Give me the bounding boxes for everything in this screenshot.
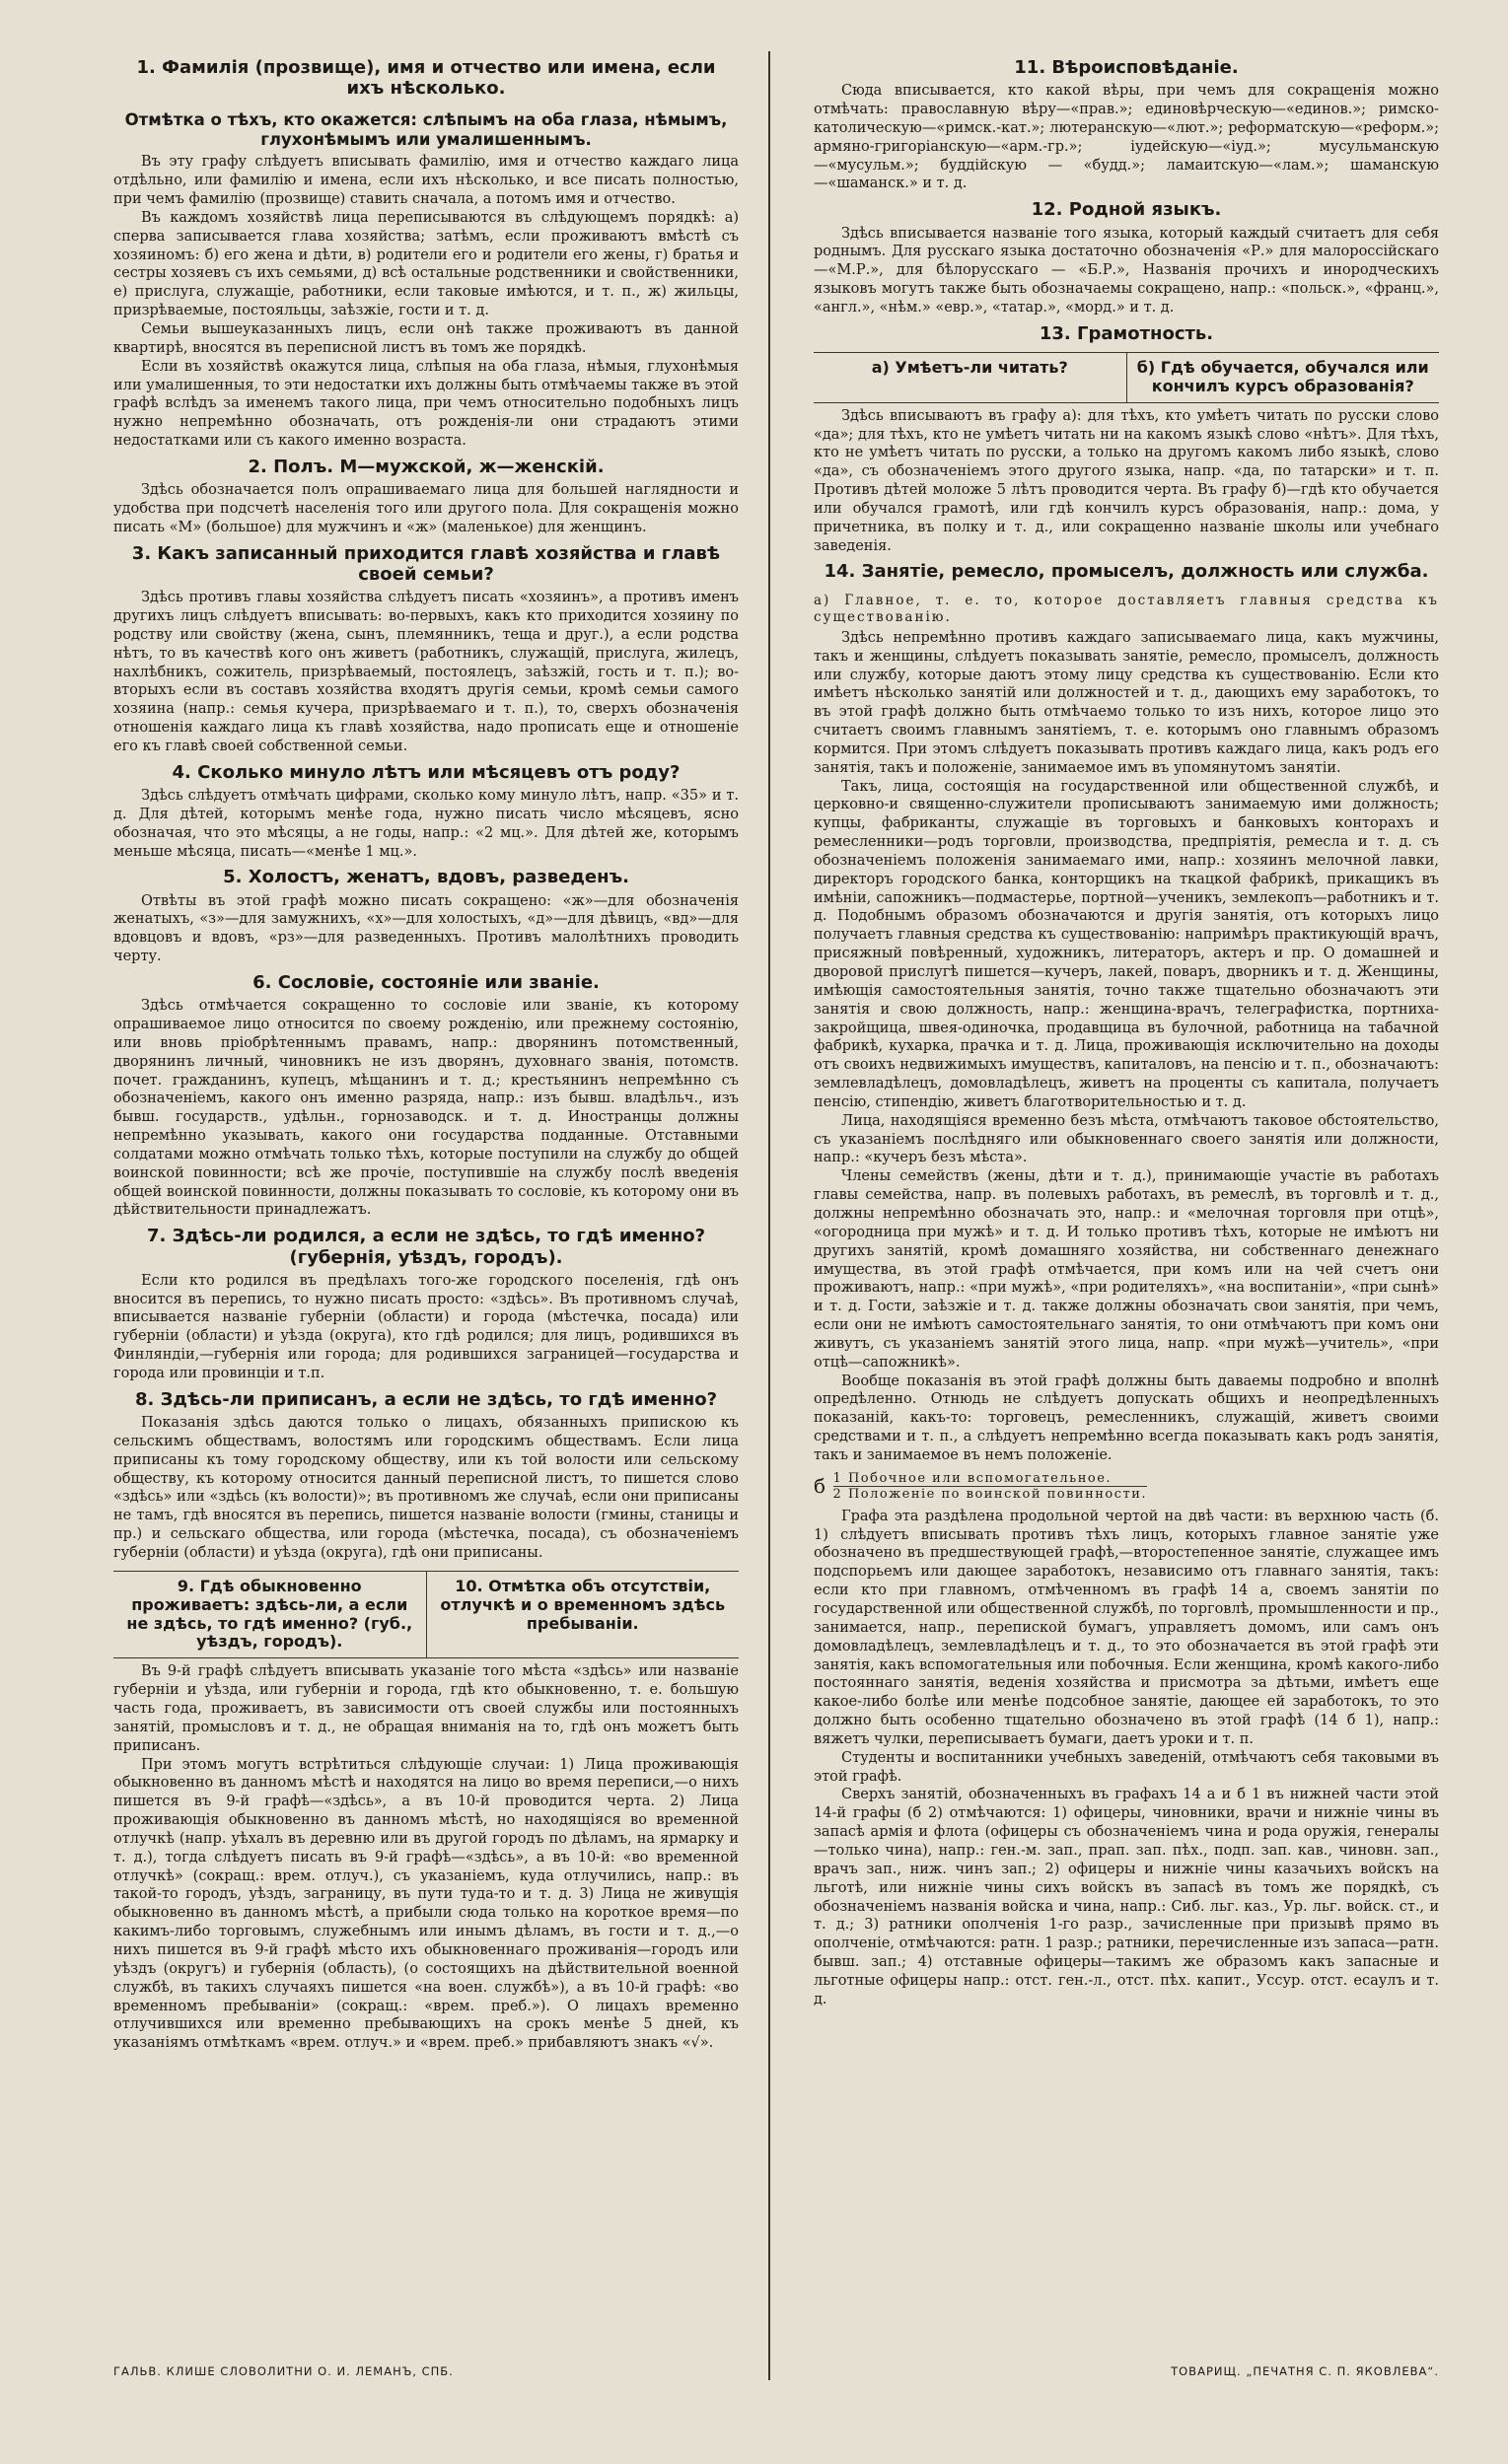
section-14b-part-1: 1 Побочное или вспомогательное. [833, 1471, 1147, 1487]
right-column [814, 51, 1439, 2380]
section-10-title: 10. Отмѣтка объ отсутствіи, отлучкѣ и о временномъ здѣсь пребываніи. [440, 1576, 726, 1633]
paragraph: Графа эта раздѣлена продольной чертой на двѣ части: въ верхнюю часть (б. 1) слѣдуетъ вписывать противъ тѣхъ лицъ, которыхъ главное занятіе уже обозначено въ предшествующей графѣ,—второстепенное занятіе, служащее имъ подспорьемъ или дающее заработокъ, независимо отъ главнаго занятія, такъ: если кто при главномъ, отмѣченномъ въ графѣ 14 а, своемъ занятіи по государственной или общественной службѣ, по торговлѣ, промышленности и пр., занимается, напр., перепиской бумагъ, управляетъ домомъ, или самъ онъ домовладѣлецъ, землевладѣлецъ и т. д., то это обозначается въ этой графѣ эти занятія, какъ вспомогательныя или побочныя. Если женщина, кромѣ какого-либо постояннаго занятія, веденія хозяйства и присмотра за дѣтьми, имѣетъ еще какое-либо болѣе или менѣе подсобное занятіе, дающее ей заработокъ, то это должно быть особенно тщательно обозначено въ этой графѣ (14 б 1), напр.: вяжетъ чулки, переписываетъ бумаги, даетъ уроки и т. п. [814, 1508, 1439, 1747]
paragraph: Здѣсь обозначается полъ опрашиваемаго лица для большей наглядности и удобства при подсчетѣ населенія того или другого пола. Для сокращенія можно писать «М» (большое) для мужчинъ и «ж» (маленькое) для женщинъ. [113, 482, 739, 535]
section-12-title: 12. Родной языкъ. [1031, 199, 1222, 221]
text-columns [113, 51, 1439, 2380]
paragraph: Вообще показанія въ этой графѣ должны быть даваемы подробно и вполнѣ опредѣленно. Отнюдь не слѣдуетъ допускать общихъ и неопредѣленныхъ показаній, какъ-то: торговецъ, ремесленникъ, служащій, живетъ своими средствами и т. п., а слѣдуетъ непремѣнно всегда показывать какъ родъ занятія, такъ и занимаемое въ немъ положеніе. [814, 1373, 1439, 1463]
paragraph: Сюда вписывается, кто какой вѣры, при чемъ для сокращенія можно отмѣчать: православную вѣру—«прав.»; единовѣрческую—«единов.»; римско-католическую—«римск.-кат.»; лютеранскую—«лют.»; реформатскую—«реформ.»; армяно-григоріанскую—«арм.-гр.»; іудейскую—«іуд.»; мусульманскую—«мусульм.»; буддійскую — «будд.»; ламаитскую—«лам.»; шаманскую—«шаманск.» и т. д. [814, 83, 1439, 192]
paragraph: Здѣсь отмѣчается сокращенно то сословіе или званіе, къ которому опрашиваемое лицо относится по своему рожденію, или прежнему состоянію, или вновь пріобрѣтеннымъ правамъ, напр.: дворянинъ потомственный, дворянинъ личный, чиновникъ не изъ дворянъ, духовнаго званія, потомств. почет. гражданинъ, купецъ, мѣщанинъ и т. д.; крестьянинъ непремѣнно съ обозначеніемъ, какого онъ именно разряда, напр.: изъ бывш. владѣльч., изъ бывш. государств., удѣльн., горнозаводск. и т. д. Иностранцы должны непремѣнно указывать, какого они государства подданные. Отставными солдатами можно отмѣчать только тѣхъ, которые поступили на службу до общей воинской повинности; всѣ же прочіе, поступившіе на службу послѣ введенія общей воинской повинности, должны показывать то сословіе, къ которому они въ дѣйствительности принадлежатъ. [113, 998, 739, 1219]
paragraph: Здѣсь противъ главы хозяйства слѣдуетъ писать «хозяинъ», а противъ именъ другихъ лицъ слѣдуетъ вписывать: во-первыхъ, какъ кто приходится хозяину по родству или свойству (жена, сынъ, племянникъ, теща и друг.), а если родства нѣтъ, то въ качествѣ кого онъ живетъ (работникъ, служащій, прислуга, жилецъ, нахлѣбникъ, сожитель, призрѣваемый, постоялецъ, заѣзжій, гость и т. п.); во-вторыхъ если въ составъ хозяйства входятъ другія семьи, кромѣ семьи самого хозяина (напр.: семья кучера, призрѣваемаго и т. п.), то, сверхъ обозначенія отношенія каждаго лица къ главѣ хозяйства, надо прописать еще и отношеніе его къ главѣ своей собственной семьи. [113, 590, 739, 754]
section-5-title: 5. Холостъ, женатъ, вдовъ, разведенъ. [223, 867, 629, 888]
section-14a-subtitle: а) Главное, т. е. то, которое доставляетъ главныя средства къ существованію. [814, 592, 1439, 626]
section-2-title: 2. Полъ. М—мужской, ж—женскій. [248, 456, 605, 477]
paragraph: При этомъ могутъ встрѣтиться слѣдующіе случаи: 1) Лица проживающія обыкновенно въ данномъ мѣстѣ и находятся на лицо во время переписи,—о нихъ пишется въ 9-й графѣ—«здѣсь», а въ 10-й проводится черта. 2) Лица проживающія обыкновенно въ данномъ мѣстѣ, но находящіяся во временной отлучкѣ (напр. уѣхалъ въ деревню или въ другой городъ по дѣламъ, на ярмарку и т. д.), тогда слѣдуетъ писать въ 9-й графѣ—«здѣсь», а въ 10-й: «во временной отлучкѣ» (сокращ.: врем. отлуч.), съ указаніемъ, куда отлучились, напр.: въ такой-то городъ, уѣздъ, заграницу, въ пути туда-то и т. д. 3) Лица не живущія обыкновенно въ данномъ мѣстѣ, а прибыли сюда только на короткое время—по какимъ-либо торговымъ, служебнымъ или инымъ дѣламъ, въ гости и т. д.,—о нихъ пишется въ 9-й графѣ мѣсто ихъ обыкновеннаго проживанія—городъ или уѣздъ (округъ) и губернія (область), (о состоящихъ на дѣйствительной военной службѣ, въ такихъ случаяхъ пишется «на воен. службѣ»), а въ 10-й графѣ: «во временномъ пребываніи» (сокращ.: «врем. преб.»). О лицахъ временно отлучившихся или временно пребывающихъ на срокъ менѣе 5 дней, къ указаніямъ отмѣткамъ «врем. отлуч.» и «врем. преб.» прибавляютъ знакъ «√». [113, 1756, 739, 2052]
section-13a-title: а) Умѣетъ-ли читать? [871, 357, 1068, 377]
paragraph: Здѣсь вписывается названіе того языка, который каждый считаетъ для себя роднымъ. Для русскаго языка достаточно обозначенія «Р.» для малороссійскаго—«М.Р.», для бѣлорусскаго — «Б.Р.», Названія прочихъ и инородческихъ языковъ могутъ также быть обозначаемы сокращено, напр.: «польск.», «франц.», «англ.», «нѣм.» «евр.», «татар.», «морд.» и т. д. [814, 225, 1439, 316]
section-3-title: 3. Какъ записанный приходится главѣ хозяйства и главѣ своей семьи? [131, 542, 721, 585]
left-column [113, 51, 770, 2380]
paragraph: Если въ хозяйствѣ окажутся лица, слѣпыя на оба глаза, нѣмыя, глухонѣмыя или умалишенныя, то эти недостатки ихъ должны быть отмѣчаемы также въ этой графѣ вслѣдъ за именемъ такого лица, при чемъ относительно подобныхъ лицъ нужно непремѣнно обозначать, отъ рожденія-ли они страдаютъ этими недостатками или съ какого именно возраста. [113, 358, 739, 450]
paragraph: Здѣсь вписываютъ въ графу а): для тѣхъ, кто умѣетъ читать по русски слово «да»; для тѣхъ, кто не умѣетъ читать ни на какомъ языкѣ слово «нѣтъ». Для тѣхъ, кто не умѣетъ читать по русски, а только на другомъ какомъ либо языкѣ, слово «да», съ обозначеніемъ этого другого языка, напр. «да, по татарски» и т. п. Противъ дѣтей моложе 5 лѣтъ проводится черта. Въ графу б)—гдѣ кто обучается или обучался грамотѣ, или гдѣ кончилъ курсъ образованія, напр.: дома, у причетника, въ полку и т. д., или сокращенно названіе школы или учебнаго заведенія. [814, 407, 1439, 554]
section-7-title: 7. Здѣсь-ли родился, а если не здѣсь, то гдѣ именно? (губернія, уѣздъ, городъ). [146, 1226, 706, 1268]
paragraph: Въ эту графу слѣдуетъ вписывать фамилію, имя и отчество каждаго лица отдѣльно, или фамилію и имена, если ихъ нѣсколько, и все писать полностью, при чемъ фамилію (прозвище) ставить сначала, а потомъ имя и отчество. [113, 154, 739, 208]
section-13-title: 13. Грамотность. [1039, 322, 1214, 344]
paragraph: Сверхъ занятій, обозначенныхъ въ графахъ 14 а и б 1 въ нижней части этой 14-й графы (б 2) отмѣчаются: 1) офицеры, чиновники, врачи и нижніе чины въ запасѣ армія и флота (офицеры съ обозначеніемъ чина и рода оружія, генералы—только чина), напр.: ген.-м. зап., прап. зап. пѣх., подп. зап. кав., чиновн. зап., врачъ зап., ниж. чинъ зап.; 2) офицеры и нижніе чины казачьихъ войскъ на льготѣ, или нижніе чины сихъ войскъ въ запасѣ въ томъ же порядкѣ, съ обозначеніемъ названія войска и чина, напр.: Сиб. льг. каз., Ур. льг. войск. ст., и т. д.; 3) ратники ополченія 1-го разр., зачисленные при призывѣ прямо въ ополченіе, отмѣчаются: ратн. 1 разр.; ратники, перечисленные изъ запаса—ратн. бывш. зап.; 4) отставные офицеры—такимъ же образомъ какъ запасные и льготные офицеры напр.: отст. ген.-л., отст. пѣх. капит., Уссур. отст. есаулъ и т. д. [814, 1787, 1439, 2007]
paragraph: Здѣсь слѣдуетъ отмѣчать цифрами, сколько кому минуло лѣтъ, напр. «35» и т. д. Для дѣтей, которымъ менѣе года, нужно писать число мѣсяцевъ, ясно обозначая, что это мѣсяцы, а не годы, напр.: «2 мц.». Для дѣтей же, которымъ меньше мѣсяца, писать—«менѣе 1 мц.». [113, 787, 739, 860]
paragraph: Такъ, лица, состоящія на государственной или общественной службѣ, и церковно-и священно-служители прописываютъ занимаемую ими должность; купцы, фабриканты, служащіе въ торговыхъ и банковыхъ конторахъ и ремесленники—родъ торговли, производства, предпріятія, ремесла и т. д. съ обозначеніемъ положенія занимаемаго ими, напр.: хозяинъ мелочной лавки, директоръ городского банка, конторщикъ на ткацкой фабрикѣ, прикащикъ въ имѣніи, сапожникъ—подмастерье, портной—ученикъ, землекопъ—работникъ и т. д. Подобнымъ образомъ обозначаются и другія занятія, отъ которыхъ лицо получаетъ главныя средства къ существованію: напримѣръ практикующій врачъ, присяжный повѣренный, художникъ, литераторъ, актеръ и пр. О домашней и дворовой прислугѣ пишется—кучеръ, лакей, поваръ, дворникъ и т. д. Женщины, имѣющія самостоятельныя занятія, точно также тщательно обозначаютъ эти занятія и свою должность, напр.: женщина-врачъ, телеграфистка, портниха-закройщица, швея-одиночка, продавщица въ булочной, работница на табачной фабрикѣ, кухарка, прачка и т. д. Лица, проживающія исключительно на доходы отъ своихъ недвижимыхъ имуществъ, капиталовъ, на пенсію и т. п., обозначаютъ: землевладѣлецъ, домовладѣлецъ, живетъ на проценты съ капитала, получаетъ пенсію, стипендію, живетъ благотворительностью и т. д. [814, 778, 1439, 1110]
footer-printer: ТОВАРИЩ. „ПЕЧАТНЯ С. П. ЯКОВЛЕВА“. [1171, 2364, 1439, 2378]
section-14b-parts [833, 1471, 1147, 1502]
printer-footer [113, 2364, 1439, 2378]
section-8-title: 8. Здѣсь-ли приписанъ, а если не здѣсь, то гдѣ именно? [134, 1388, 718, 1410]
footer-engraver: ГАЛЬВ. КЛИШЕ СЛОВОЛИТНИ О. И. ЛЕМАНЪ, СПБ. [113, 2364, 454, 2378]
paragraph: Здѣсь непремѣнно противъ каждаго записываемаго лица, какъ мужчины, такъ и женщины, слѣдуетъ показывать занятіе, ремесло, промыселъ, должность или службу, которые даютъ этому лицу средства къ существованію. Если кто имѣетъ нѣсколько занятій или должностей и т. д., дающихъ ему заработокъ, то въ этой графѣ должно быть отмѣчаемо только то изъ нихъ, которое лицо это считаетъ своимъ главнымъ занятіемъ, т. е. которымъ оно главнымъ образомъ кормится. При этомъ слѣдуетъ показывать противъ каждаго лица, какъ родъ его занятія, такъ и положеніе, занимаемое имъ въ упомянутомъ занятіи. [814, 629, 1439, 776]
paragraph: Студенты и воспитанники учебныхъ заведеній, отмѣчаютъ себя таковыми въ этой графѣ. [814, 1749, 1439, 1785]
section-14b-label: б [814, 1474, 827, 1499]
section-9-title: 9. Гдѣ обыкновенно проживаетъ: здѣсь-ли, а если не здѣсь, то гдѣ именно? (губ., уѣздъ, городъ). [126, 1576, 413, 1652]
section-1-subtitle: Отмѣтка о тѣхъ, кто окажется: слѣпымъ на оба глаза, нѣмымъ, глухонѣмымъ или умалишеннымъ. [124, 110, 728, 149]
paragraph: Показанія здѣсь даются только о лицахъ, обязанныхъ припискою къ сельскимъ обществамъ, волостямъ или городскимъ обществамъ. Если лица приписаны къ тому городскому обществу, или къ той волости или сельскому обществу, къ которому относится данный переписной листъ, то пишется слово «здѣсь» или «здѣсь (къ волости)»; въ противномъ же случаѣ, если они приписаны не тамъ, гдѣ вносятся въ перепись, пишется названіе волости (гмины, станицы и пр.) и сельскаго общества, или города (мѣстечка, посада), съ обозначеніемъ губерніи (области) и уѣзда (округа), гдѣ они приписаны. [113, 1415, 739, 1561]
section-13a-cell [814, 353, 1127, 402]
section-6-title: 6. Сословіе, состояніе или званіе. [252, 971, 600, 993]
paragraph: Въ каждомъ хозяйствѣ лица переписываются въ слѣдующемъ порядкѣ: а) сперва записывается глава хозяйства; затѣмъ, если проживаютъ вмѣстѣ съ хозяиномъ: б) его жена и дѣти, в) родители его и родители его жены, г) братья и сестры хозяевъ съ ихъ семьями, д) всѣ остальные родственники и свойственники, е) прислуга, служащіе, работники, если таковые имѣются, и т. п., ж) жильцы, призрѣваемые, постояльцы, заѣзжіе, гости и т. д. [113, 209, 739, 319]
section-1-title: 1. Фамилія (прозвище), имя и отчество или имена, если ихъ нѣсколько. [136, 57, 716, 100]
paragraph: Семьи вышеуказанныхъ лицъ, если онѣ также проживаютъ въ данной квартирѣ, вносятся въ переписной листъ въ томъ же порядкѣ. [113, 321, 739, 356]
paragraph: Если кто родился въ предѣлахъ того-же городского поселенія, гдѣ онъ вносится въ перепись, то нужно писать просто: «здѣсь». Въ противномъ случаѣ, вписывается названіе губерніи (области) и города (мѣстечка, посада) или губерніи (области) и уѣзда (округа), кто гдѣ родился; для лицъ, родившихся въ Финляндіи,—губернія или города; для родившихся заграницей—государства и города или провинціи и т.п. [113, 1272, 739, 1381]
paragraph: Въ 9-й графѣ слѣдуетъ вписывать указаніе того мѣста «здѣсь» или названіе губерніи и уѣзда, или губерніи и города, гдѣ кто обыкновенно, т. е. большую часть года, проживаетъ, въ зависимости отъ своей службы или постоянныхъ занятій, промысловъ и т. д., не обращая вниманія на то, гдѣ онъ можетъ быть приписанъ. [113, 1663, 739, 1754]
section-13-subheader [814, 352, 1439, 403]
paragraph: Отвѣты въ этой графѣ можно писать сокращено: «ж»—для обозначенія женатыхъ, «з»—для замужнихъ, «х»—для холостыхъ, «д»—для дѣвицъ, «вд»—для вдовцовъ и вдовъ, «рз»—для разведенныхъ. Противъ малолѣтнихъ проводить черту. [113, 892, 739, 965]
section-9-cell [113, 1572, 427, 1658]
paragraph: Лица, находящіяся временно безъ мѣста, отмѣчаютъ таковое обстоятельство, съ указаніемъ послѣдняго или обыкновеннаго своего занятія или должности, напр.: «кучеръ безъ мѣста». [814, 1112, 1439, 1166]
paragraph: Члены семействъ (жены, дѣти и т. д.), принимающіе участіе въ работахъ главы семейства, напр. въ полевыхъ работахъ, въ ремеслѣ, въ торговлѣ и т. д., должны непремѣнно обозначать это, напр.: и «мелочная торговля при отцѣ», «огородница при мужѣ» и т. д. И только противъ тѣхъ, которые не имѣютъ ни другихъ занятій, кромѣ домашняго хозяйства, ни собственнаго денежнаго имущества, въ этой графѣ отмѣчается, при комъ или на чей счетъ они проживаютъ, напр.: «при мужѣ», «при родителяхъ», «на воспитаніи», «при сынѣ» и т. д. Гости, заѣзжіе и т. д. также должны обозначать свои занятія, при чемъ, если они не имѣютъ самостоятельнаго занятія, то они отмѣчаютъ при комъ они живутъ, съ указаніемъ занятій этого лица, напр. «при мужѣ—учитель», «при отцѣ—сапожникѣ». [814, 1168, 1439, 1371]
section-13b-title: б) Гдѣ обучается, обучался или кончилъ курсъ образованія? [1136, 357, 1429, 395]
section-10-cell [427, 1572, 740, 1658]
section-14-title: 14. Занятіе, ремесло, промыселъ, должность или служба. [824, 561, 1429, 583]
section-4-title: 4. Сколько минуло лѣтъ или мѣсяцевъ отъ роду? [172, 761, 681, 783]
section-11-title: 11. Вѣроисповѣданіе. [1014, 57, 1239, 78]
sections-9-10-header [113, 1571, 739, 1659]
section-14b-subheader [814, 1471, 1439, 1502]
section-13b-cell [1127, 353, 1440, 402]
section-14b-part-2: 2 Положеніе по воинской повинности. [832, 1486, 1148, 1502]
